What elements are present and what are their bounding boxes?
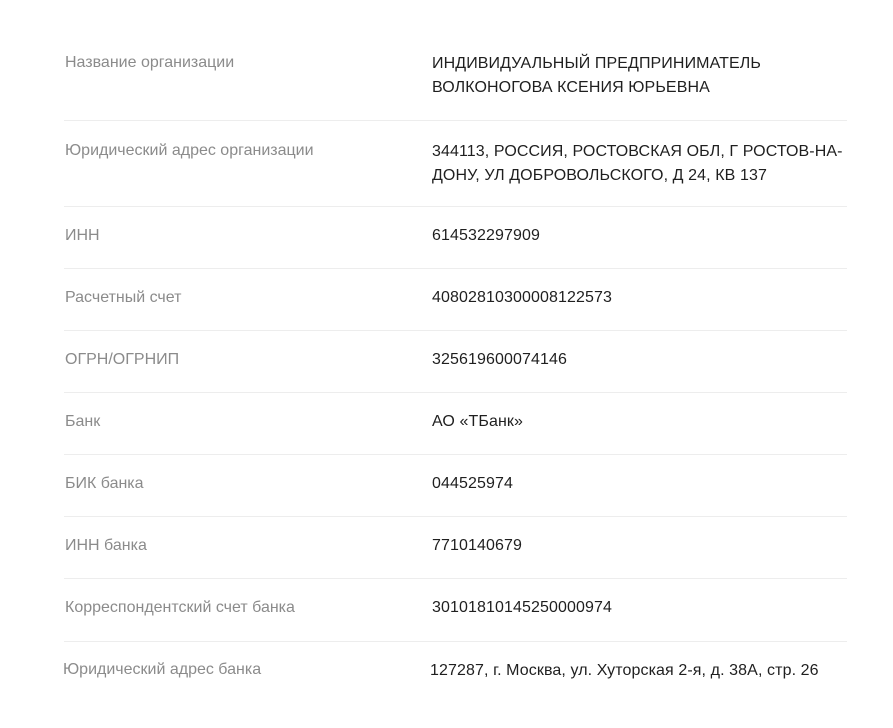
- label-bank: Банк: [65, 413, 101, 430]
- label-ogrn: ОГРН/ОГРНИП: [65, 351, 180, 368]
- value-bank-bik: 044525974: [432, 475, 513, 492]
- row-bank-legal-address: [62, 642, 847, 712]
- label-organization-legal-address: Юридический адрес организации: [65, 142, 314, 159]
- value-organization-legal-address: [432, 140, 847, 188]
- value-organization-legal-address-line-2: ДОНУ, УЛ ДОБРОВОЛЬСКОГО, Д 24, КВ 137: [432, 167, 767, 184]
- label-correspondent-account: Корреспондентский счет банка: [65, 599, 295, 616]
- value-organization-name: [432, 52, 847, 100]
- row-bank-bik: [64, 455, 847, 517]
- row-bank: [64, 393, 847, 455]
- row-organization-legal-address: [64, 121, 847, 207]
- value-ogrn: 325619600074146: [432, 351, 567, 368]
- value-organization-name-line-1: ИНДИВИДУАЛЬНЫЙ ПРЕДПРИНИМАТЕЛЬ: [432, 55, 761, 72]
- value-bank: АО «ТБанк»: [432, 413, 524, 430]
- value-bank-legal-address: 127287, г. Москва, ул. Хуторская 2-я, д. 38А, стр. 26: [430, 662, 819, 679]
- label-bank-bik: БИК банка: [65, 475, 144, 492]
- row-bank-inn: [64, 517, 847, 579]
- value-bank-inn: 7710140679: [432, 537, 522, 554]
- row-settlement-account: [64, 269, 847, 331]
- row-inn: [64, 207, 847, 269]
- value-organization-name-line-2: ВОЛКОНОГОВА КСЕНИЯ ЮРЬЕВНА: [432, 79, 710, 96]
- row-organization-name: [64, 0, 847, 121]
- value-inn: 614532297909: [432, 227, 540, 244]
- row-correspondent-account: [64, 579, 847, 642]
- label-organization-name: Название организации: [65, 54, 235, 71]
- requisites-table: [64, 0, 847, 712]
- value-settlement-account: 40802810300008122573: [432, 289, 612, 306]
- label-bank-inn: ИНН банка: [65, 537, 147, 554]
- value-organization-legal-address-line-1: 344113, РОССИЯ, РОСТОВСКАЯ ОБЛ, Г РОСТОВ-НА-: [432, 143, 843, 160]
- label-bank-legal-address: Юридический адрес банка: [63, 661, 262, 678]
- label-settlement-account: Расчетный счет: [65, 289, 182, 306]
- row-ogrn: [64, 331, 847, 393]
- label-inn: ИНН: [65, 227, 100, 244]
- value-correspondent-account: 30101810145250000974: [432, 599, 612, 616]
